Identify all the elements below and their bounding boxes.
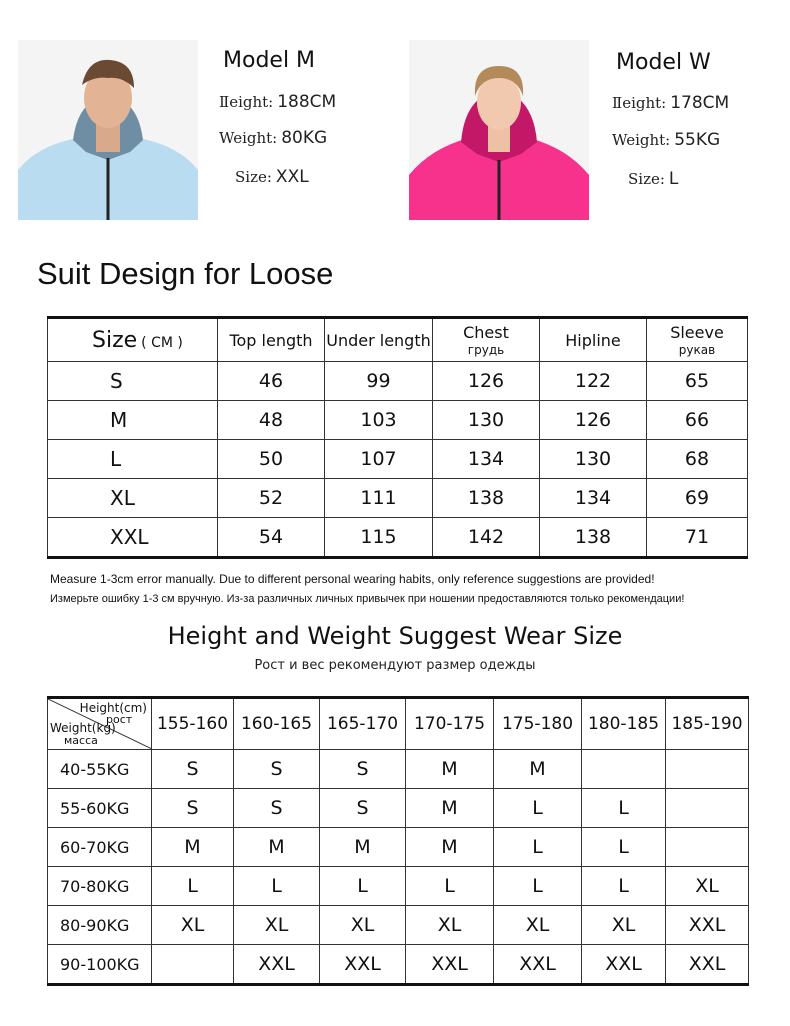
measure-cell: 54 [218, 518, 325, 558]
measure-cell: 134 [540, 479, 647, 518]
height-range-header: 170-175 [406, 698, 494, 750]
table-row [48, 867, 749, 906]
measure-note-en: Measure 1-3cm error manually. Due to different personal wearing habits, only reference suggestions are provided! [50, 572, 655, 586]
under-length-header: Under length [325, 318, 433, 362]
suggested-size-cell: L [152, 867, 234, 906]
size-column-header: Size ( CM ) [48, 318, 218, 362]
size-cell: S [48, 362, 218, 401]
measure-cell: 126 [433, 362, 540, 401]
corner-weight-ru: масса [64, 734, 98, 747]
measure-cell: 107 [325, 440, 433, 479]
suggested-size-cell: XXL [406, 945, 494, 985]
suggested-size-cell: XL [320, 906, 406, 945]
model-w-height: Ⅱeight: 178CM [612, 93, 730, 113]
table-row [48, 479, 748, 518]
suggested-size-cell: XL [666, 867, 749, 906]
suggested-size-cell: L [406, 867, 494, 906]
model-m-size: Size: XXL [235, 167, 309, 187]
suggested-size-cell: L [494, 789, 582, 828]
suggested-size-cell: XXL [494, 945, 582, 985]
suggested-size-cell: M [406, 750, 494, 789]
suggested-size-cell: L [320, 867, 406, 906]
height-range-header: 160-165 [234, 698, 320, 750]
suggested-size-cell: S [152, 750, 234, 789]
table-row [48, 401, 748, 440]
suggested-size-cell: M [234, 828, 320, 867]
measure-cell: 115 [325, 518, 433, 558]
suggested-size-cell [152, 945, 234, 985]
sleeve-header: Sleeve рукав [647, 318, 748, 362]
measure-cell: 68 [647, 440, 748, 479]
measure-cell: 130 [540, 440, 647, 479]
table-row [48, 906, 749, 945]
weight-range-cell: 80-90KG [48, 906, 152, 945]
height-range-header: 155-160 [152, 698, 234, 750]
measure-cell: 50 [218, 440, 325, 479]
model-m-title: Model M [223, 48, 316, 73]
model-w-title: Model W [616, 50, 711, 75]
size-cell: XL [48, 479, 218, 518]
hipline-header: Hipline [540, 318, 647, 362]
measure-cell: 138 [433, 479, 540, 518]
suggested-size-cell: XXL [320, 945, 406, 985]
suggested-size-cell: XXL [582, 945, 666, 985]
size-chart-table [47, 316, 748, 559]
model-w-weight: Weight: 55KG [612, 130, 721, 150]
suggested-size-cell: XL [406, 906, 494, 945]
measure-cell: 71 [647, 518, 748, 558]
model-m-photo [18, 40, 198, 220]
suggested-size-cell: M [494, 750, 582, 789]
measure-cell: 122 [540, 362, 647, 401]
suggested-size-cell: S [234, 789, 320, 828]
suggested-size-cell: M [152, 828, 234, 867]
model-m-weight: Weight: 80KG [219, 128, 328, 148]
weight-range-cell: 70-80KG [48, 867, 152, 906]
height-range-header: 175-180 [494, 698, 582, 750]
suggested-size-cell [666, 828, 749, 867]
weight-range-cell: 55-60KG [48, 789, 152, 828]
suggested-size-cell: L [494, 828, 582, 867]
height-weight-table [47, 696, 749, 986]
suggested-size-cell: XXL [234, 945, 320, 985]
suggested-size-cell: S [320, 750, 406, 789]
suggested-size-cell: XL [582, 906, 666, 945]
measure-cell: 138 [540, 518, 647, 558]
model-w-size: Size: L [628, 169, 679, 189]
suggested-size-cell: XL [494, 906, 582, 945]
corner-weight-label: Weight(kg) [50, 721, 116, 735]
measure-cell: 46 [218, 362, 325, 401]
suggested-size-cell [666, 750, 749, 789]
suggested-size-cell: L [582, 828, 666, 867]
suggested-size-cell: S [152, 789, 234, 828]
suggested-size-cell: L [494, 867, 582, 906]
table-row [48, 518, 748, 558]
corner-height-label: Height(cm) [79, 701, 147, 715]
suggested-size-cell: L [582, 867, 666, 906]
height-range-header: 180-185 [582, 698, 666, 750]
model-w-photo [409, 40, 589, 220]
height-weight-corner [48, 698, 152, 750]
suggested-size-cell: XL [152, 906, 234, 945]
suggested-size-cell: XXL [666, 945, 749, 985]
size-cell: M [48, 401, 218, 440]
size-cell: L [48, 440, 218, 479]
suggested-size-cell: S [320, 789, 406, 828]
suggested-size-cell [582, 750, 666, 789]
measure-cell: 65 [647, 362, 748, 401]
suggested-size-cell: M [320, 828, 406, 867]
measure-cell: 130 [433, 401, 540, 440]
size-cell: XXL [48, 518, 218, 558]
suggested-size-cell: L [582, 789, 666, 828]
suit-design-title: Suit Design for Loose [37, 256, 334, 291]
suggested-size-cell: XL [234, 906, 320, 945]
suggested-size-cell: M [406, 789, 494, 828]
table-row [48, 789, 749, 828]
chest-header: Chest грудь [433, 318, 540, 362]
table-row [48, 750, 749, 789]
measure-cell: 111 [325, 479, 433, 518]
measure-cell: 142 [433, 518, 540, 558]
corner-height-ru: рост [106, 713, 133, 726]
table-row [48, 362, 748, 401]
suggested-size-cell: M [406, 828, 494, 867]
weight-range-cell: 60-70KG [48, 828, 152, 867]
measure-cell: 52 [218, 479, 325, 518]
height-weight-subtitle: Рост и вес рекомендуют размер одежды [254, 658, 536, 673]
measure-cell: 69 [647, 479, 748, 518]
measure-cell: 66 [647, 401, 748, 440]
height-header-row [48, 698, 749, 750]
suggested-size-cell [666, 789, 749, 828]
height-range-header: 185-190 [666, 698, 749, 750]
top-length-header: Top length [218, 318, 325, 362]
measure-cell: 99 [325, 362, 433, 401]
measure-note-ru: Измерьте ошибку 1-3 см вручную. Из-за различных личных привычек при ношении предоставляются только рекомендации! [50, 593, 685, 605]
table-row [48, 945, 749, 985]
height-range-header: 165-170 [320, 698, 406, 750]
measure-cell: 134 [433, 440, 540, 479]
measure-cell: 126 [540, 401, 647, 440]
weight-range-cell: 90-100KG [48, 945, 152, 985]
suggested-size-cell: XXL [666, 906, 749, 945]
height-weight-title: Height and Weight Suggest Wear Size [167, 622, 623, 650]
table-row [48, 440, 748, 479]
measure-cell: 48 [218, 401, 325, 440]
size-chart-header-row [48, 318, 748, 362]
suggested-size-cell: S [234, 750, 320, 789]
measure-cell: 103 [325, 401, 433, 440]
model-m-height: Ⅱeight: 188CM [219, 92, 337, 112]
weight-range-cell: 40-55KG [48, 750, 152, 789]
table-row [48, 828, 749, 867]
suggested-size-cell: L [234, 867, 320, 906]
